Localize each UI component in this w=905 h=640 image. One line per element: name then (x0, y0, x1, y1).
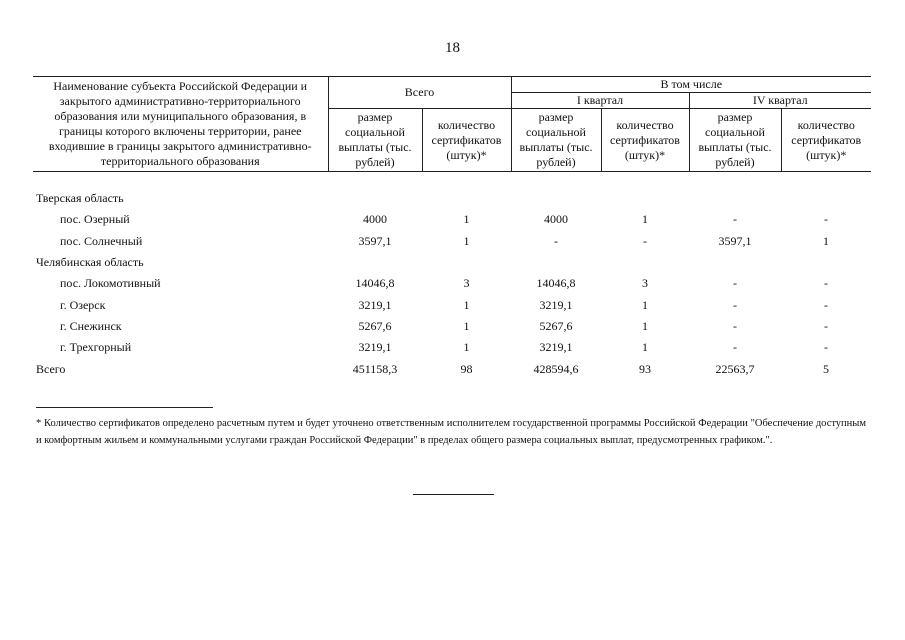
cell-q1-certificates: 1 (642, 212, 648, 227)
row-name: г. Снежинск (60, 318, 122, 333)
header-total-payment: размер социальной выплаты (тыс. рублей) (328, 109, 422, 172)
cell-q4-payment (689, 188, 781, 209)
row-name: Челябинская область (36, 255, 144, 270)
cell-total-certificates: 1 (463, 212, 470, 227)
table-row (33, 294, 871, 315)
cell-q1-certificates (601, 188, 689, 209)
total-row (33, 358, 871, 379)
cell-total-payment (328, 188, 422, 209)
row-name: г. Озерск (60, 297, 106, 312)
header-name-column: Наименование субъекта Российской Федерации и закрытого административно-территориального образования или муниципального образования, в границы которого включены территории, ранее входившие в границы закрытого административно-территориального образования (33, 77, 328, 172)
row-name: Тверская область (36, 191, 124, 206)
cell-q4-certificates (781, 252, 871, 273)
cell-q4-certificates: - (824, 276, 828, 291)
table-row (33, 316, 871, 337)
region-row (33, 188, 871, 209)
cell-total-payment (328, 252, 422, 273)
header-quarter-4: IV квартал (689, 93, 871, 109)
header-q4-payment: размер социальной выплаты (тыс. рублей) (689, 109, 781, 172)
row-name: пос. Локомотивный (60, 276, 161, 291)
cell-q1-certificates: 1 (642, 318, 648, 333)
cell-q1-payment: 14046,8 (536, 276, 576, 291)
header-q4-certificates: количество сертификатов (штук)* (781, 109, 871, 172)
cell-q1-payment (511, 252, 601, 273)
cell-q4-payment: - (733, 340, 737, 355)
cell-q1-certificates: 3 (642, 276, 648, 291)
table-row (33, 337, 871, 358)
row-name: пос. Озерный (60, 212, 130, 227)
header-including-group: В том числе (511, 77, 871, 93)
cell-q1-certificates: 1 (642, 297, 648, 312)
row-name: пос. Солнечный (60, 233, 143, 248)
cell-q1-certificates: 1 (642, 340, 648, 355)
cell-q4-payment: 22563,7 (715, 361, 755, 376)
header-total-certificates: количество сертификатов (штук)* (422, 109, 511, 172)
cell-total-payment: 3219,1 (358, 340, 392, 355)
table-body (33, 172, 871, 380)
spacer-row (33, 172, 871, 189)
cell-q1-certificates: - (643, 233, 647, 248)
cell-total-payment: 5267,6 (358, 318, 392, 333)
header-q1-certificates: количество сертификатов (штук)* (601, 109, 689, 172)
page-number: 18 (445, 40, 460, 56)
cell-total-certificates: 3 (463, 276, 470, 291)
cell-q1-certificates: 93 (639, 361, 651, 376)
region-row (33, 252, 871, 273)
cell-total-certificates (422, 252, 511, 273)
header-quarter-1: I квартал (511, 93, 689, 109)
table-row (33, 209, 871, 230)
cell-q4-certificates: - (824, 212, 828, 227)
cell-q4-payment: - (733, 297, 737, 312)
cell-total-certificates: 1 (463, 318, 470, 333)
cell-q1-payment: 4000 (544, 212, 568, 227)
cell-q1-certificates (601, 252, 689, 273)
cell-total-certificates: 1 (463, 233, 470, 248)
cell-q1-payment (511, 188, 601, 209)
cell-total-payment: 4000 (363, 212, 387, 227)
cell-q1-payment: 5267,6 (539, 318, 573, 333)
cell-q4-certificates: - (824, 297, 828, 312)
cell-q4-certificates: 5 (823, 361, 829, 376)
cell-q4-payment: - (733, 318, 737, 333)
cell-q4-certificates: 1 (823, 233, 829, 248)
cell-q1-payment: 3219,1 (539, 297, 573, 312)
cell-q1-payment: 428594,6 (533, 361, 579, 376)
row-name: Всего (36, 361, 66, 376)
cell-q4-payment: - (733, 212, 737, 227)
cell-q4-payment: 3597,1 (718, 233, 752, 248)
header-q1-payment: размер социальной выплаты (тыс. рублей) (511, 109, 601, 172)
spacer-cell (33, 172, 871, 189)
footnote-text: * Количество сертификатов определено расчетным путем и будет уточнено ответственным исполнителем государственной программы Российской Федерации "Обеспечение доступным и комфортным жильем и коммунальными услугами граждан Российской Федерации" в пределах общего размера социальных выплат, предусмотренных графиком.". (36, 418, 866, 446)
cell-q4-certificates: - (824, 340, 828, 355)
cell-total-payment: 451158,3 (352, 361, 398, 376)
end-divider (413, 494, 494, 495)
header-total-group: Всего (328, 77, 511, 109)
table-row (33, 231, 871, 252)
cell-total-certificates: 1 (463, 297, 470, 312)
row-name: г. Трехгорный (60, 340, 132, 355)
footnote-divider (36, 407, 213, 408)
cell-total-payment: 3219,1 (358, 297, 392, 312)
cell-q4-payment (689, 252, 781, 273)
cell-q4-certificates: - (824, 318, 828, 333)
cell-q1-payment: 3219,1 (539, 340, 573, 355)
cell-total-payment: 14046,8 (355, 276, 395, 291)
cell-q1-payment: - (554, 233, 558, 248)
cell-q4-certificates (781, 188, 871, 209)
cell-total-certificates: 98 (460, 361, 473, 376)
table-row (33, 273, 871, 294)
cell-total-certificates (422, 188, 511, 209)
social-payments-table (33, 76, 871, 380)
cell-total-certificates: 1 (463, 340, 470, 355)
cell-q4-payment: - (733, 276, 737, 291)
cell-total-payment: 3597,1 (358, 233, 392, 248)
